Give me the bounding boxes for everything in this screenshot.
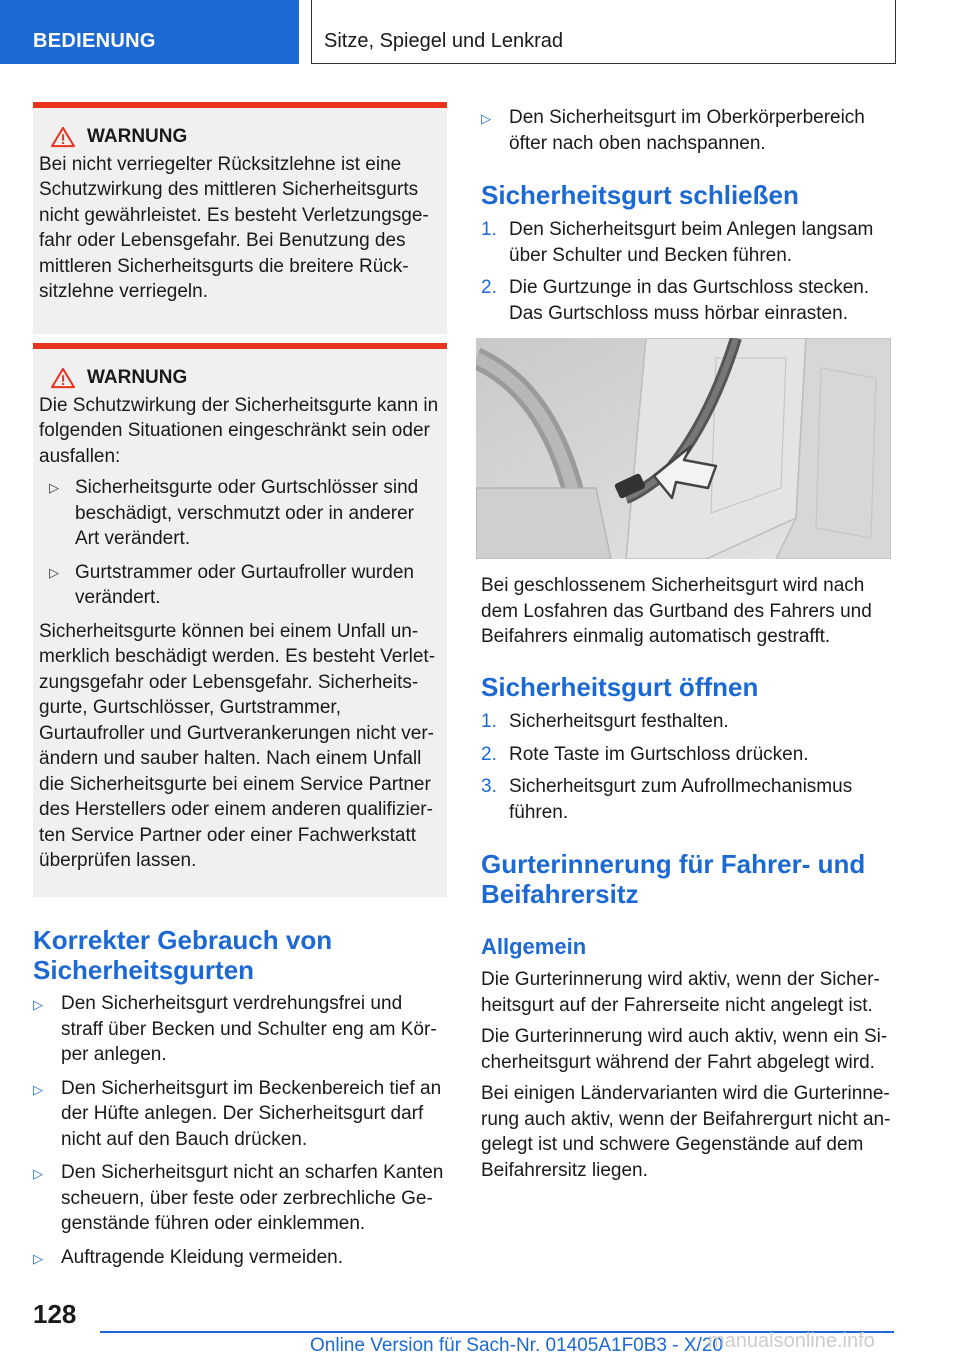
list-item: 3. Sicherheitsgurt zum Aufrollmechanismus führen. xyxy=(481,776,853,823)
section-title-usage: Korrekter Gebrauch von Sicherheitsgurten xyxy=(33,925,333,985)
reminder-paragraph: Die Gurterinnerung wird aktiv, wenn der Sicherheitsgurt auf der Fahrerseite nicht angelegt ist. xyxy=(481,969,880,1016)
warning-box-rear-seat xyxy=(33,102,447,334)
close-note: Bei geschlossenem Sicherheitsgurt wird nach dem Losfahren das Gurtband des Fahrers und Beifahrers einmalig automatisch gestrafft. xyxy=(481,575,872,647)
warning-triangle-icon xyxy=(49,126,77,148)
seatbelt-buckle-image xyxy=(476,338,891,559)
header-section-tab xyxy=(0,0,299,64)
footer-online-version: Online Version für Sach-Nr. 01405A1F0B3 - X/20 xyxy=(310,1335,723,1356)
page-number: 128 xyxy=(33,1299,77,1329)
warning-outro: Sicherheitsgurte können bei einem Unfall unmerklich beschädigt werden. Es besteht Verletzungsgefahr oder Lebensgefahr. Sicherheitsgurte, Gurtschlösser, Gurtstrammer, Gurtaufroller und Gurtverankerungen nicht verändern und sauber halten. Nach einem Unfall die Sicherheitsgurte bei einem Service Partner des Herstellers oder einem anderen qualifizierten Service Partner oder einer Fachwerkstatt überprüfen lassen. xyxy=(39,620,436,871)
open-steps xyxy=(481,709,891,832)
triangle-right-icon: ▷ xyxy=(49,564,59,580)
usage-list-continued xyxy=(481,105,891,164)
section-title-close: Sicherheitsgurt schließen xyxy=(481,180,799,210)
triangle-right-icon: ▷ xyxy=(33,997,43,1012)
triangle-right-icon: ▷ xyxy=(33,1081,43,1097)
list-item: 2. Rote Taste im Gurtschloss drücken. xyxy=(481,743,809,765)
reminder-paragraph: Bei einigen Ländervarianten wird die Gurterinnerung auch aktiv, wenn der Beifahrergurt nicht angelegt ist und schwere Gegenstände auf dem Beifahrersitz liegen. xyxy=(481,1083,891,1181)
warning-header xyxy=(49,124,439,150)
section-title-reminder: Gurterinnerung für Fahrer- und Beifahrersitz xyxy=(481,849,866,909)
subsection-title-general: Allgemein xyxy=(481,934,587,959)
reminder-paragraph: Die Gurterinnerung wird auch aktiv, wenn ein Sicherheitsgurt während der Fahrt abgelegt wird. xyxy=(481,1026,888,1073)
list-item: 2. Die Gurtzunge in das Gurtschloss stecken. Das Gurtschloss muss hörbar einrasten. xyxy=(481,277,870,324)
list-item: ▷ Auftragende Kleidung vermeiden. xyxy=(33,1245,447,1271)
triangle-right-icon: ▷ xyxy=(33,1250,43,1266)
list-item: 1. Sicherheitsgurt festhalten. xyxy=(481,711,729,732)
section-title-open: Sicherheitsgurt öffnen xyxy=(481,672,759,702)
warning-box-belt-protection xyxy=(33,343,447,897)
list-item: ▷ Den Sicherheitsgurt nicht an scharfen Kanten scheuern, über feste oder zerbrechliche Gegenstände führen oder einklemmen. xyxy=(33,1162,444,1234)
list-item: 1. Den Sicherheitsgurt beim Anlegen langsam über Schulter und Becken führen. xyxy=(481,219,874,266)
warning-header xyxy=(49,365,439,391)
header-chapter: Sitze, Spiegel und Lenkrad xyxy=(324,30,564,52)
seatbelt-illustration xyxy=(476,338,891,559)
close-steps xyxy=(481,217,891,333)
watermark: manualsonline.info xyxy=(708,1330,875,1352)
triangle-right-icon: ▷ xyxy=(481,111,491,126)
header-chapter-tab xyxy=(311,0,896,64)
list-item: ▷ Den Sicherheitsgurt im Beckenbereich tief an der Hüfte anlegen. Der Sicherheitsgurt darf nicht auf den Bauch drücken. xyxy=(33,1077,442,1150)
usage-list xyxy=(33,991,447,1278)
header-section: BEDIENUNG xyxy=(33,30,156,52)
warning-triangle-icon xyxy=(49,367,77,389)
warning-label: WARNUNG xyxy=(87,126,188,147)
triangle-right-icon: ▷ xyxy=(33,1166,43,1181)
warning-label: WARNUNG xyxy=(87,367,188,388)
list-item: ▷ Sicherheitsgurte oder Gurtschlösser sind beschädigt, verschmutzt oder in anderer Art verändert. xyxy=(49,477,419,549)
warning-list xyxy=(39,475,439,611)
triangle-right-icon: ▷ xyxy=(49,480,59,495)
list-item: ▷ Den Sicherheitsgurt verdrehungsfrei und straff über Becken und Schulter eng am Körper anlegen. xyxy=(33,993,437,1065)
list-item: ▷ Gurtstrammer oder Gurtaufroller wurden verändert. xyxy=(49,561,414,608)
warning-text: Bei nicht verriegelter Rücksitzlehne ist eine Schutzwirkung des mittleren Sicherheitsgurts nicht gewährleistet. Es besteht Verletzungsgefahr oder Lebensgefahr. Bei Benutzung des mittleren Sicherheitsgurts die breitere Rücksitzlehne verriegeln. xyxy=(39,153,429,302)
warning-intro: Die Schutzwirkung der Sicherheitsgurte kann in folgenden Situationen eingeschränkt sein oder ausfallen: xyxy=(39,394,439,467)
list-item: ▷ Den Sicherheitsgurt im Oberkörperbereich öfter nach oben nachspannen. xyxy=(481,107,865,154)
